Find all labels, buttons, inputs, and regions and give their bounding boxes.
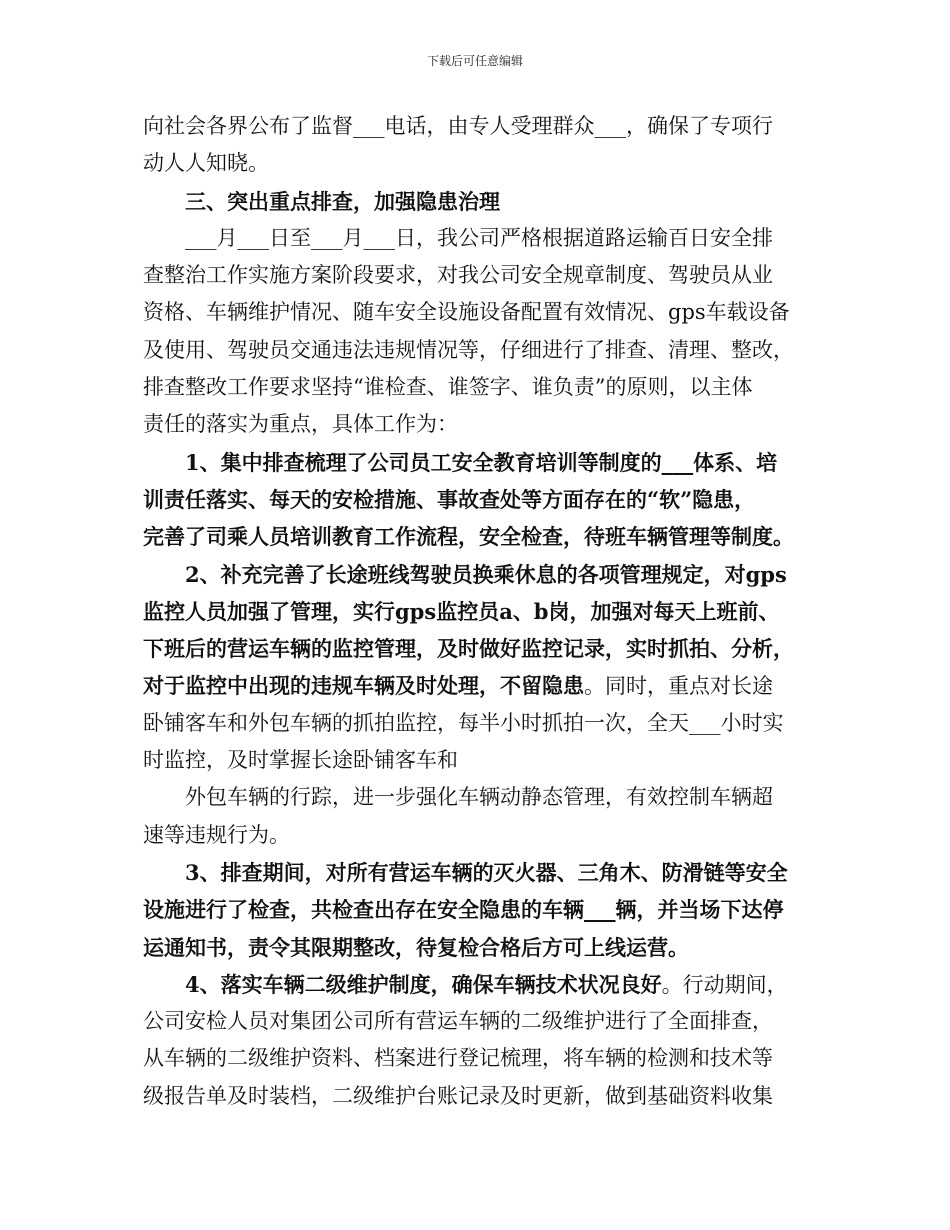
text-segment: 。行动期间，: [661, 972, 788, 997]
text-line: 1、集中排查梳理了公司员工安全教育培训等制度的___体系、培: [185, 449, 778, 475]
text-line: 从车辆的二级维护资料、档案进行登记梳理，将车辆的检测和技术等: [143, 1046, 773, 1071]
text-line: [143, 966, 823, 1003]
text-line: 2、补充完善了长途班线驾驶员换乘休息的各项管理规定，对gps: [185, 561, 787, 587]
page-header: 下载后可任意编辑: [426, 54, 523, 68]
text-line: 3、排查期间，对所有营运车辆的灭火器、三角木、防滑链等安全: [185, 859, 788, 885]
text-line: 排查整改工作要求坚持“谁检查、谁签字、谁负责”的原则，以主体: [143, 375, 753, 400]
text-line: 查整治工作实施方案阶段要求，对我公司安全规章制度、驾驶员从业: [143, 263, 773, 288]
text-line: 资格、车辆维护情况、随车安全设施设备配置有效情况、gps车载设备: [143, 300, 790, 325]
document-body: [143, 108, 823, 1115]
text-line: 监控人员加强了管理，实行gps监控员a、b岗，加强对每天上班前、: [143, 598, 780, 624]
text-line: 下班后的营运车辆的监控管理，及时做好监控记录，实时抓拍、分析，: [143, 636, 794, 662]
text-line: 训责任落实、每天的安检措施、事故查处等方面存在的“软”隐患，: [143, 486, 756, 512]
text-segment: 。同时，重点对长途: [584, 674, 773, 699]
text-line: ___月___日至___月___日，我公司严格根据道路运输百日安全排: [185, 225, 773, 250]
text-line: 及使用、驾驶员交通违法违规情况等，仔细进行了排查、清理、整改，: [143, 337, 794, 362]
section-heading: 三、突出重点排查，加强隐患治理: [185, 188, 500, 214]
text-line: 运通知书，责令其限期整改，待复检合格后方可上线运营。: [143, 934, 689, 960]
text-line: 外包车辆的行踪，进一步强化车辆动静态管理，有效控制车辆超: [185, 785, 773, 810]
text-line: 速等违规行为。: [143, 822, 290, 847]
text-line: 设施进行了检查，共检查出存在安全隐患的车辆___辆，并当场下达停: [143, 897, 784, 923]
text-line: 完善了司乘人员培训教育工作流程，安全检查，待班车辆管理等制度。: [143, 524, 794, 550]
text-line: 向社会各界公布了监督___电话，由专人受理群众___，确保了专项行: [143, 114, 773, 138]
text-segment: 对于监控中出现的违规车辆及时处理，不留隐患: [143, 673, 584, 699]
text-line: 卧铺客车和外包车辆的抓拍监控，每半小时抓拍一次，全天___小时实: [143, 710, 784, 735]
text-line: 级报告单及时装档，二级维护台账记录及时更新，做到基础资料收集: [143, 1083, 773, 1108]
text-line: 动人人知晓。: [143, 151, 269, 176]
text-line: 时监控，及时掌握长途卧铺客车和: [143, 748, 458, 773]
text-line: [143, 667, 823, 704]
text-line: 公司安检人员对集团公司所有营运车辆的二级维护进行了全面排查，: [143, 1009, 773, 1034]
text-line: 责任的落实为重点，具体工作为：: [143, 412, 458, 437]
text-segment: 4、落实车辆二级维护制度，确保车辆技术状况良好: [185, 971, 662, 997]
